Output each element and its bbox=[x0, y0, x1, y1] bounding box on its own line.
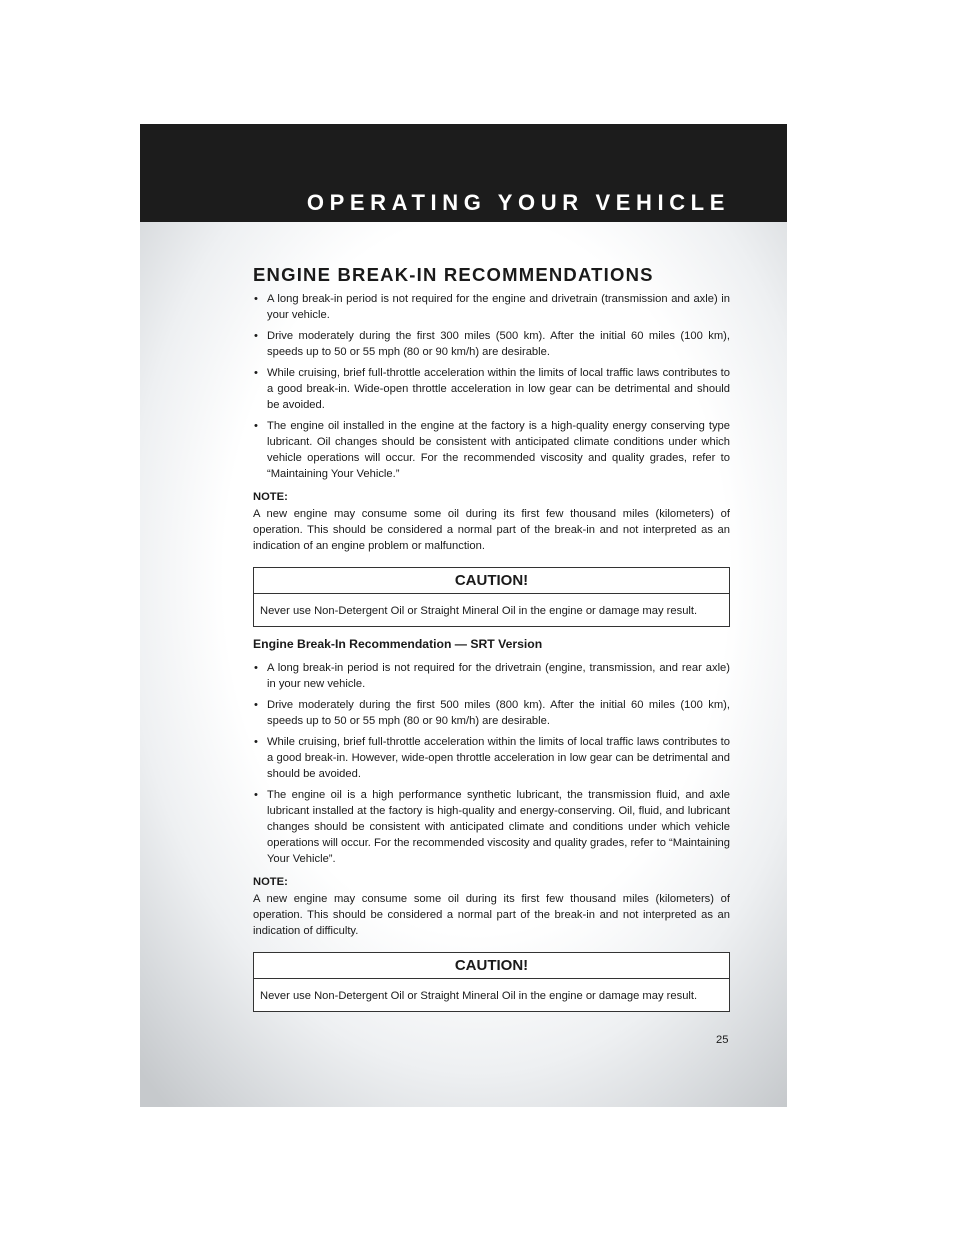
note-text: A new engine may consume some oil during its first few thousand miles (kilometers) of operation. This should be considered a normal part of the break-in and not interpreted as an indication of an engine problem or malfunction. bbox=[253, 508, 730, 552]
bullet-item: • A long break-in period is not required for the engine and drivetrain (transmission and axle) in your vehicle. bbox=[253, 291, 730, 323]
manual-page bbox=[140, 124, 787, 1107]
page-number: 25 bbox=[716, 1034, 729, 1046]
note-label: NOTE: bbox=[253, 876, 288, 888]
note-text: A new engine may consume some oil during its first few thousand miles (kilometers) of operation. This should be considered a normal part of the break-in and not interpreted as an indication of difficulty. bbox=[253, 893, 730, 937]
bullet-item: • The engine oil is a high performance synthetic lubricant, the transmission fluid, and axle lubricant installed at the factory is high-quality and energy-conserving. Oil, fluid, and lubricant changes should be consistent with anticipated climate and conditions under which vehicle operations will occur. For the recommended viscosity and quality grades, refer to “Maintaining Your Vehicle”. bbox=[253, 787, 730, 867]
bullet-item: • While cruising, brief full-throttle acceleration within the limits of local traffic laws contributes to a good break-in. Wide-open throttle acceleration in low gear can be detrimental and should be avoided. bbox=[253, 365, 730, 413]
break-in-bullet-list bbox=[253, 291, 730, 482]
bullet-item: • While cruising, brief full-throttle acceleration within the limits of local traffic laws contributes to a good break-in. However, wide-open throttle acceleration in low gear can be detrimental and should be avoided. bbox=[253, 734, 730, 782]
caution-title: CAUTION! bbox=[254, 568, 729, 594]
chapter-title: OPERATING YOUR VEHICLE bbox=[306, 190, 730, 215]
bullet-item: • A long break-in period is not required for the drivetrain (engine, transmission, and rear axle) in your new vehicle. bbox=[253, 660, 730, 692]
caution-text: Never use Non-Detergent Oil or Straight Mineral Oil in the engine or damage may result. bbox=[260, 990, 698, 1002]
section-heading: ENGINE BREAK-IN RECOMMENDATIONS bbox=[253, 264, 654, 285]
bullet-item: • Drive moderately during the first 500 miles (800 km). After the initial 60 miles (100 km), speeds up to 50 or 55 mph (80 or 90 km/h) are desirable. bbox=[253, 697, 730, 729]
caution-text: Never use Non-Detergent Oil or Straight Mineral Oil in the engine or damage may result. bbox=[260, 605, 698, 617]
srt-bullet-list bbox=[253, 660, 730, 867]
header-bar bbox=[140, 124, 787, 222]
caution-title: CAUTION! bbox=[254, 953, 729, 979]
bullet-item: • The engine oil installed in the engine at the factory is a high-quality energy conserving type lubricant. Oil changes should be consistent with anticipated climate conditions under which vehicle operations will occur. For the recommended viscosity and quality grades, refer to “Maintaining Your Vehicle.” bbox=[253, 418, 730, 482]
bullet-item: • Drive moderately during the first 300 miles (500 km). After the initial 60 miles (100 km), speeds up to 50 or 55 mph (80 or 90 km/h) are desirable. bbox=[253, 328, 730, 360]
page-content bbox=[253, 264, 730, 1012]
caution-box bbox=[253, 567, 730, 627]
srt-sub-heading: Engine Break-In Recommendation — SRT Version bbox=[253, 637, 543, 651]
caution-box bbox=[253, 952, 730, 1012]
note-label: NOTE: bbox=[253, 491, 288, 503]
